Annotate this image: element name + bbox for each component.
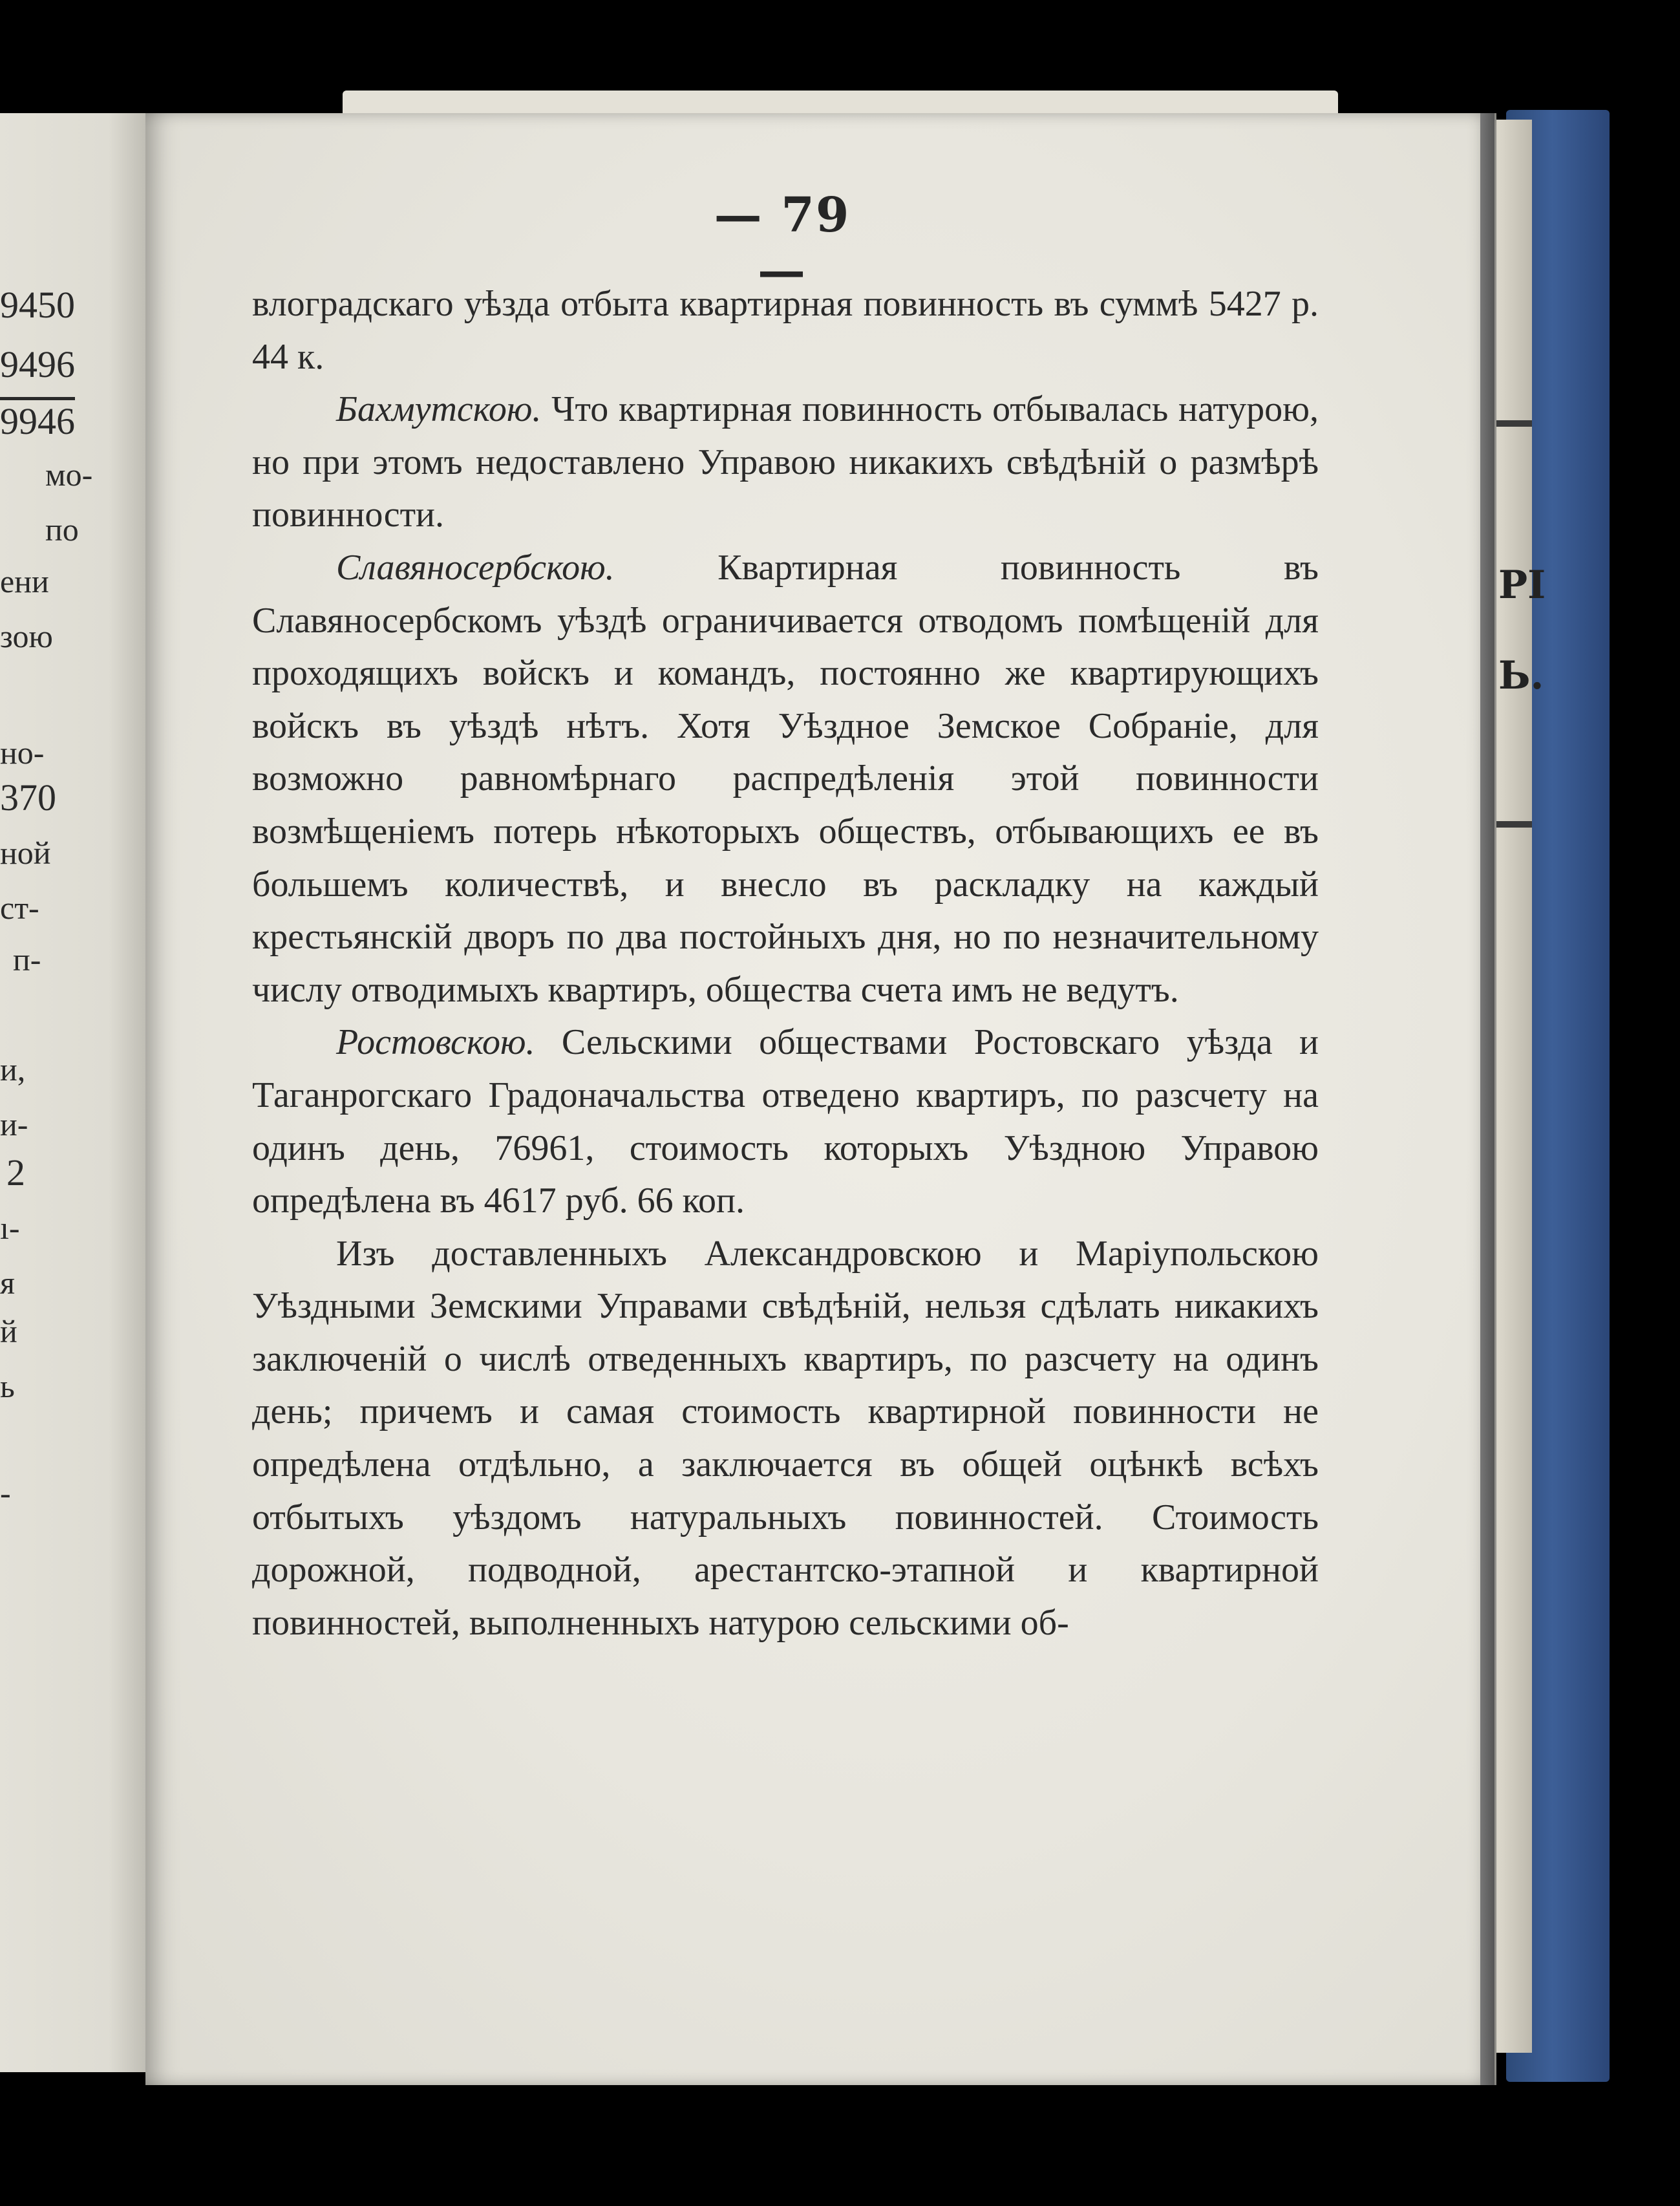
left-page-fragment: 370 bbox=[0, 776, 56, 819]
left-page-fragment: ени bbox=[0, 563, 49, 599]
left-page-fragment: 2 bbox=[6, 1151, 25, 1194]
page-top-edge bbox=[343, 91, 1338, 116]
body-text bbox=[252, 278, 1319, 1649]
page-edge bbox=[1480, 113, 1494, 2085]
paragraph bbox=[252, 1016, 1319, 1227]
left-page-fragment: ст- bbox=[0, 890, 39, 926]
left-page-fragment: ь bbox=[0, 1368, 15, 1404]
left-page-fragment: и, bbox=[0, 1051, 26, 1087]
left-page-fragment: ной bbox=[0, 835, 51, 871]
left-page-fragment: 9450 bbox=[0, 284, 75, 326]
paragraph bbox=[252, 1228, 1319, 1650]
back-page-fragment: РI bbox=[1498, 562, 1546, 608]
left-page-fragment: я bbox=[0, 1265, 15, 1301]
left-page-fragment: - bbox=[0, 1475, 11, 1511]
left-page-fragment: ı- bbox=[0, 1210, 20, 1246]
paragraph-text: Что квартирная повинность отбывалась натурою, но при этомъ недоставлено Управою никакихъ свѣдѣній о размѣрѣ повинности. bbox=[252, 389, 1319, 535]
left-page-fragment: й bbox=[0, 1313, 17, 1349]
place-heading: Славяносербскою. bbox=[336, 547, 615, 588]
paragraph-text: влоградскаго уѣзда отбыта квартирная повинность въ суммѣ 5427 р. 44 к. bbox=[252, 284, 1319, 377]
paragraph-text: Изъ доставленныхъ Александровскою и Маріупольскою Уѣздными Земскими Управами свѣдѣній, нельзя сдѣлать никакихъ заключеній о числѣ отведенныхъ квартиръ, по разсчету на одинъ день; причемъ и самая стоимость квартирной повинности не опредѣлена отдѣльно, а заключается въ общей оцѣнкѣ всѣхъ отбытыхъ уѣздомъ натуральныхъ повинностей. Стоимость дорожной, подводной, арестантско-этапной и квартирной повинностей, выполненныхъ натурою сельскими об- bbox=[252, 1233, 1319, 1643]
back-page-fragment: Ь. bbox=[1498, 653, 1544, 698]
page-number: — 79 — bbox=[714, 187, 851, 299]
paragraph bbox=[252, 278, 1319, 383]
left-page-fragment: 9946 bbox=[0, 400, 75, 442]
place-heading: Бахмутскою. bbox=[336, 389, 542, 430]
left-page-fragment: 9496 bbox=[0, 343, 75, 385]
paragraph-text: Сельскими обществами Ростовскаго уѣзда и Таганрогскаго Градоначальства отведено квартиръ, по разсчету на одинъ день, 76961, стоимость которыхъ Уѣздною Управою опредѣлена въ 4617 руб. 66 коп. bbox=[252, 1022, 1319, 1221]
paragraph bbox=[252, 383, 1319, 542]
left-page-fragment: зою bbox=[0, 618, 53, 654]
paragraph-text: Квартирная повинность въ Славяносербскомъ уѣздѣ ограничивается отводомъ помѣщеній для проходящихъ войскъ и командъ, постоянно же квартирующихъ войскъ въ уѣздѣ нѣтъ. Хотя Уѣздное Земское Собраніе, для возможно равномѣрнаго распредѣленія этой повинности возмѣщеніемъ потерь нѣкоторыхъ обществъ, отбывающихъ ее въ большемъ количествѣ, и внесло въ раскладку на каждый крестьянскій дворъ по два постойныхъ дня, но по незначительному числу отводимыхъ квартиръ, общества счета имъ не ведутъ. bbox=[252, 547, 1319, 1010]
paragraph bbox=[252, 542, 1319, 1016]
place-heading: Ростовскою. bbox=[336, 1022, 535, 1063]
left-page-fragment: мо- bbox=[45, 456, 93, 493]
left-page-fragment: п- bbox=[13, 941, 41, 978]
left-page-fragment: и- bbox=[0, 1106, 28, 1142]
left-page-fragment: по bbox=[45, 511, 79, 548]
left-page-fragment: но- bbox=[0, 734, 45, 771]
